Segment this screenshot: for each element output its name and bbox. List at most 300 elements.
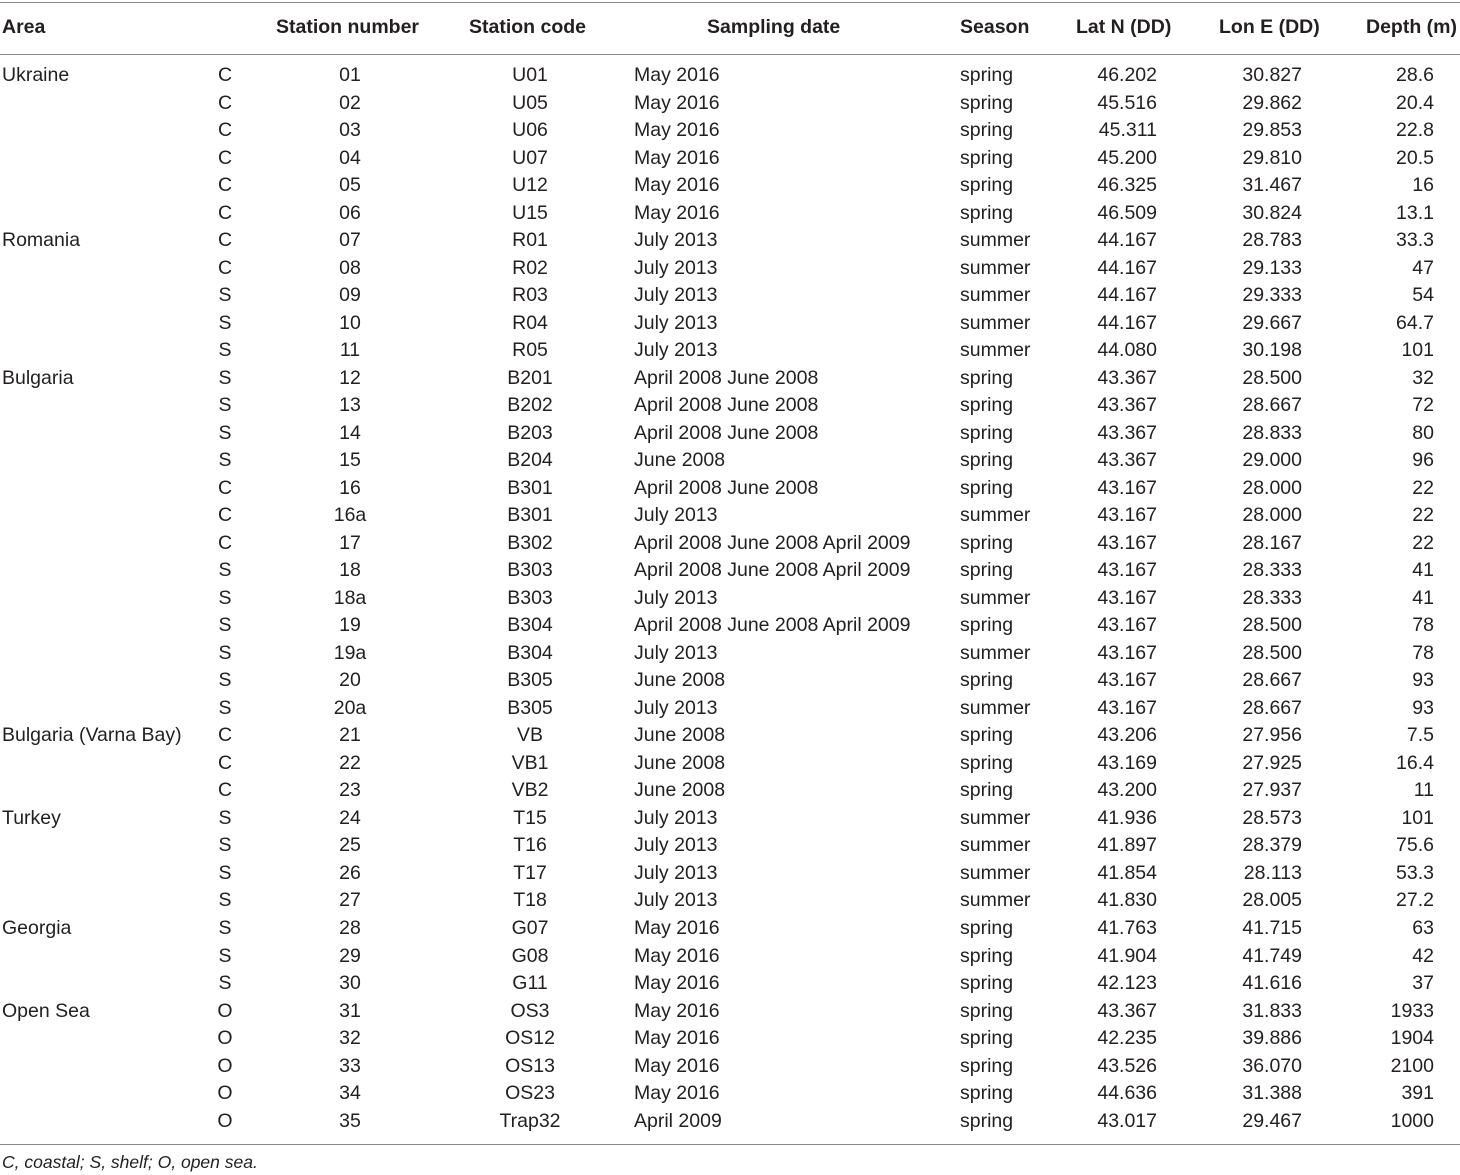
cell-type: S: [218, 366, 232, 389]
cell-sampling-date: May 2016: [634, 119, 720, 142]
table-row: [0, 915, 1460, 943]
table-row: [0, 722, 1460, 750]
cell-season: spring: [960, 724, 1014, 747]
cell-lat: 41.904: [1097, 944, 1157, 967]
header-station-code: Station code: [469, 16, 587, 38]
cell-station-number: 13: [339, 394, 361, 417]
cell-type: S: [218, 284, 232, 307]
cell-station-code: B304: [507, 614, 553, 637]
cell-station-number: 02: [339, 91, 361, 114]
cell-sampling-date: May 2016: [634, 1054, 720, 1077]
cell-depth: 63: [1412, 916, 1434, 939]
cell-lat: 43.200: [1097, 779, 1157, 802]
cell-lat: 43.367: [1097, 394, 1157, 417]
cell-lat: 44.167: [1097, 311, 1157, 334]
cell-season: spring: [960, 531, 1014, 554]
cell-season: summer: [960, 504, 1031, 527]
cell-lat: 44.167: [1097, 256, 1157, 279]
cell-lon: 41.715: [1242, 916, 1302, 939]
cell-lat: 44.636: [1097, 1082, 1157, 1105]
cell-station-code: T16: [513, 834, 547, 857]
cell-sampling-date: July 2013: [634, 256, 718, 279]
cell-lat: 43.017: [1097, 1109, 1157, 1132]
cell-type: C: [217, 476, 233, 499]
cell-depth: 47: [1412, 256, 1434, 279]
cell-area: Georgia: [2, 916, 72, 939]
cell-type: C: [217, 146, 233, 169]
cell-depth: 80: [1412, 421, 1434, 444]
cell-area: Bulgaria (Varna Bay): [2, 724, 182, 747]
cell-season: summer: [960, 229, 1031, 252]
cell-season: spring: [960, 394, 1014, 417]
cell-type: S: [218, 889, 232, 912]
cell-season: spring: [960, 119, 1014, 142]
cell-depth: 16.4: [1396, 751, 1434, 774]
cell-station-code: Trap32: [499, 1109, 561, 1132]
cell-station-code: B303: [507, 586, 553, 609]
cell-station-code: T17: [513, 861, 547, 884]
cell-depth: 93: [1412, 669, 1434, 692]
cell-sampling-date: July 2013: [634, 229, 718, 252]
cell-depth: 41: [1412, 586, 1434, 609]
cell-station-number: 31: [339, 999, 361, 1022]
cell-station-code: VB: [516, 724, 543, 747]
cell-season: summer: [960, 861, 1031, 884]
cell-season: spring: [960, 999, 1014, 1022]
cell-sampling-date: July 2013: [634, 861, 718, 884]
table-row: [0, 943, 1460, 971]
cell-season: spring: [960, 449, 1014, 472]
cell-lon: 28.000: [1242, 504, 1302, 527]
cell-sampling-date: April 2008 June 2008 April 2009: [634, 614, 911, 637]
cell-season: spring: [960, 421, 1014, 444]
cell-depth: 75.6: [1396, 834, 1434, 857]
cell-type: S: [218, 311, 232, 334]
cell-lon: 31.833: [1242, 999, 1302, 1022]
cell-lon: 29.862: [1242, 91, 1302, 114]
cell-station-number: 24: [339, 806, 361, 829]
cell-sampling-date: June 2008: [634, 751, 726, 774]
table-row: [0, 62, 1460, 90]
cell-sampling-date: April 2008 June 2008: [634, 394, 819, 417]
cell-season: spring: [960, 91, 1014, 114]
cell-type: C: [217, 751, 233, 774]
cell-sampling-date: May 2016: [634, 64, 720, 86]
table-row: [0, 805, 1460, 833]
cell-lon: 31.467: [1242, 174, 1302, 197]
cell-lon: 28.333: [1242, 559, 1302, 582]
cell-season: spring: [960, 559, 1014, 582]
cell-depth: 22: [1412, 504, 1434, 527]
table-row: [0, 200, 1460, 228]
cell-sampling-date: May 2016: [634, 201, 720, 224]
cell-sampling-date: May 2016: [634, 1082, 720, 1105]
cell-lon: 27.925: [1242, 751, 1302, 774]
cell-depth: 64.7: [1396, 311, 1434, 334]
cell-sampling-date: July 2013: [634, 504, 718, 527]
cell-depth: 20.5: [1396, 146, 1434, 169]
cell-lat: 41.936: [1097, 806, 1157, 829]
cell-sampling-date: July 2013: [634, 311, 718, 334]
cell-lon: 36.070: [1242, 1054, 1302, 1077]
cell-type: S: [218, 916, 232, 939]
cell-lat: 43.167: [1097, 669, 1157, 692]
cell-lat: 41.897: [1097, 834, 1157, 857]
table-body: [0, 62, 1460, 1135]
cell-sampling-date: July 2013: [634, 889, 718, 912]
cell-depth: 1000: [1390, 1109, 1434, 1132]
cell-station-code: B305: [507, 669, 553, 692]
cell-lon: 28.783: [1242, 229, 1302, 252]
table-row: [0, 970, 1460, 998]
cell-lat: 43.167: [1097, 641, 1157, 664]
cell-station-number: 04: [339, 146, 361, 169]
cell-station-number: 20a: [333, 696, 367, 719]
cell-lat: 43.367: [1097, 366, 1157, 389]
cell-type: C: [217, 531, 233, 554]
cell-station-code: U06: [512, 119, 548, 142]
table-row: [0, 667, 1460, 695]
cell-lon: 29.467: [1242, 1109, 1302, 1132]
cell-station-code: R02: [512, 256, 548, 279]
cell-lon: 41.749: [1242, 944, 1302, 967]
cell-station-number: 30: [339, 972, 361, 995]
cell-lat: 43.526: [1097, 1054, 1157, 1077]
cell-season: spring: [960, 669, 1014, 692]
cell-season: spring: [960, 1109, 1014, 1132]
cell-station-number: 23: [339, 779, 361, 802]
cell-lon: 28.500: [1242, 366, 1302, 389]
cell-lon: 28.000: [1242, 476, 1302, 499]
cell-station-code: U05: [512, 91, 548, 114]
cell-lat: 43.167: [1097, 504, 1157, 527]
cell-type: C: [217, 229, 233, 252]
cell-lon: 31.388: [1242, 1082, 1302, 1105]
table-row: [0, 640, 1460, 668]
cell-depth: 27.2: [1396, 889, 1434, 912]
cell-lat: 43.169: [1097, 751, 1157, 774]
table-row: [0, 1025, 1460, 1053]
cell-station-number: 06: [339, 201, 361, 224]
cell-station-code: B301: [507, 476, 553, 499]
cell-station-number: 20: [339, 669, 361, 692]
cell-type: S: [218, 834, 232, 857]
table-row: [0, 255, 1460, 283]
cell-station-number: 11: [339, 339, 361, 362]
cell-depth: 32: [1412, 366, 1434, 389]
table-row: [0, 392, 1460, 420]
cell-season: spring: [960, 1054, 1014, 1077]
cell-lon: 29.810: [1242, 146, 1302, 169]
cell-station-number: 14: [339, 421, 361, 444]
cell-season: summer: [960, 806, 1031, 829]
cell-season: spring: [960, 614, 1014, 637]
cell-type: C: [217, 119, 233, 142]
cell-station-number: 05: [339, 174, 361, 197]
cell-depth: 22: [1412, 531, 1434, 554]
cell-station-number: 26: [339, 861, 361, 884]
cell-station-number: 33: [339, 1054, 361, 1077]
cell-depth: 28.6: [1396, 64, 1434, 86]
cell-lon: 28.500: [1242, 641, 1302, 664]
cell-station-code: U12: [512, 174, 548, 197]
cell-sampling-date: July 2013: [634, 284, 718, 307]
cell-station-number: 12: [339, 366, 361, 389]
cell-station-code: U15: [512, 201, 548, 224]
cell-station-code: B304: [507, 641, 553, 664]
cell-type: S: [218, 861, 232, 884]
cell-lon: 28.833: [1242, 421, 1302, 444]
cell-sampling-date: July 2013: [634, 834, 718, 857]
cell-area: Turkey: [2, 806, 61, 829]
table-row: [0, 310, 1460, 338]
cell-lat: 43.167: [1097, 696, 1157, 719]
cell-depth: 33.3: [1396, 229, 1434, 252]
cell-depth: 78: [1412, 641, 1434, 664]
cell-station-code: B202: [507, 394, 553, 417]
cell-season: spring: [960, 944, 1014, 967]
cell-lat: 43.167: [1097, 476, 1157, 499]
header-season: Season: [960, 16, 1030, 38]
cell-season: summer: [960, 696, 1031, 719]
table-row: [0, 777, 1460, 805]
cell-lat: 43.367: [1097, 449, 1157, 472]
cell-sampling-date: April 2008 June 2008: [634, 476, 819, 499]
cell-lon: 29.853: [1242, 119, 1302, 142]
cell-station-number: 22: [339, 751, 361, 774]
cell-area: Bulgaria: [2, 366, 74, 389]
cell-sampling-date: April 2008 June 2008: [634, 366, 819, 389]
cell-depth: 37: [1412, 972, 1434, 995]
cell-station-number: 19: [339, 614, 361, 637]
cell-station-number: 32: [339, 1027, 361, 1050]
table-row: [0, 612, 1460, 640]
cell-depth: 2100: [1390, 1054, 1434, 1077]
cell-season: spring: [960, 366, 1014, 389]
cell-station-code: R03: [512, 284, 548, 307]
cell-station-code: G07: [511, 916, 549, 939]
cell-type: C: [217, 256, 233, 279]
cell-type: C: [217, 724, 233, 747]
cell-type: S: [218, 641, 232, 664]
cell-station-code: B305: [507, 696, 553, 719]
cell-station-number: 17: [339, 531, 361, 554]
cell-sampling-date: June 2008: [634, 779, 726, 802]
cell-station-code: VB2: [511, 779, 549, 802]
cell-area: Ukraine: [2, 64, 70, 86]
cell-type: S: [218, 944, 232, 967]
cell-station-number: 18a: [333, 586, 367, 609]
cell-station-code: U07: [512, 146, 548, 169]
cell-season: spring: [960, 174, 1014, 197]
cell-sampling-date: June 2008: [634, 449, 726, 472]
cell-station-code: R01: [512, 229, 548, 252]
table-row: [0, 502, 1460, 530]
cell-type: S: [218, 696, 232, 719]
cell-season: spring: [960, 201, 1014, 224]
cell-station-number: 09: [339, 284, 361, 307]
table-row: [0, 1108, 1460, 1136]
table-row: [0, 998, 1460, 1026]
cell-lon: 28.113: [1243, 861, 1302, 884]
cell-depth: 72: [1412, 394, 1434, 417]
table-row: [0, 530, 1460, 558]
cell-station-code: B204: [507, 449, 553, 472]
header-sampling-date: Sampling date: [707, 16, 841, 38]
cell-type: C: [217, 201, 233, 224]
cell-sampling-date: July 2013: [634, 806, 718, 829]
cell-lat: 43.167: [1097, 614, 1157, 637]
cell-lon: 29.667: [1242, 311, 1302, 334]
cell-season: spring: [960, 779, 1014, 802]
cell-season: spring: [960, 751, 1014, 774]
cell-depth: 13.1: [1396, 201, 1434, 224]
cell-type: O: [217, 1054, 233, 1077]
cell-lon: 41.616: [1242, 972, 1302, 995]
cell-type: S: [218, 586, 232, 609]
table-row: [0, 475, 1460, 503]
cell-sampling-date: May 2016: [634, 944, 720, 967]
table-footnote: C, coastal; S, shelf; O, open sea.: [2, 1152, 258, 1172]
cell-lon: 28.500: [1242, 614, 1302, 637]
table-row: [0, 557, 1460, 585]
cell-station-code: R05: [512, 339, 548, 362]
cell-lon: 30.824: [1242, 201, 1302, 224]
cell-station-number: 18: [339, 559, 361, 582]
cell-sampling-date: June 2008: [634, 669, 726, 692]
cell-type: C: [217, 504, 233, 527]
table-bottom-rule: [0, 1144, 1460, 1145]
cell-station-number: 01: [339, 64, 361, 86]
cell-lat: 44.080: [1097, 339, 1157, 362]
table-row: [0, 887, 1460, 915]
cell-lat: 42.123: [1097, 972, 1157, 995]
cell-sampling-date: July 2013: [634, 696, 718, 719]
cell-type: S: [218, 669, 232, 692]
cell-lat: 43.167: [1097, 531, 1157, 554]
cell-season: spring: [960, 972, 1014, 995]
cell-season: spring: [960, 916, 1014, 939]
table-header-rule: [0, 54, 1460, 55]
cell-sampling-date: May 2016: [634, 146, 720, 169]
table-row: [0, 282, 1460, 310]
cell-station-code: OS13: [505, 1054, 555, 1077]
cell-lon: 39.886: [1242, 1027, 1302, 1050]
table-row: [0, 585, 1460, 613]
cell-station-code: B301: [507, 504, 553, 527]
cell-lon: 30.198: [1242, 339, 1302, 362]
cell-depth: 78: [1412, 614, 1434, 637]
cell-station-code: B201: [507, 366, 553, 389]
cell-type: S: [218, 559, 232, 582]
cell-type: C: [217, 779, 233, 802]
cell-area: Open Sea: [2, 999, 90, 1022]
cell-season: spring: [960, 64, 1014, 86]
cell-station-number: 15: [339, 449, 361, 472]
cell-season: summer: [960, 889, 1031, 912]
cell-lon: 28.573: [1242, 806, 1302, 829]
header-depth: Depth (m): [1366, 16, 1457, 38]
cell-area: Romania: [2, 229, 81, 252]
table-row: [0, 1080, 1460, 1108]
table-row: [0, 447, 1460, 475]
cell-station-number: 03: [339, 119, 361, 142]
cell-station-number: 28: [339, 916, 361, 939]
table-row: [0, 750, 1460, 778]
cell-station-number: 21: [339, 724, 361, 747]
cell-station-code: R04: [512, 311, 548, 334]
cell-depth: 54: [1412, 284, 1434, 307]
cell-sampling-date: May 2016: [634, 916, 720, 939]
table-row: [0, 227, 1460, 255]
cell-lat: 41.763: [1097, 916, 1157, 939]
cell-lat: 41.854: [1097, 861, 1157, 884]
cell-station-code: OS12: [505, 1027, 555, 1050]
cell-lat: 45.200: [1097, 146, 1157, 169]
cell-station-code: VB1: [511, 751, 549, 774]
table-row: [0, 172, 1460, 200]
cell-lon: 28.667: [1242, 394, 1302, 417]
cell-station-code: T18: [513, 889, 547, 912]
table-row: [0, 860, 1460, 888]
cell-station-code: OS3: [510, 999, 550, 1022]
cell-sampling-date: June 2008: [634, 724, 726, 747]
cell-sampling-date: July 2013: [634, 641, 718, 664]
cell-lat: 44.167: [1097, 229, 1157, 252]
table-row: [0, 117, 1460, 145]
cell-season: spring: [960, 476, 1014, 499]
cell-lat: 43.367: [1097, 421, 1157, 444]
header-lat: Lat N (DD): [1076, 16, 1172, 38]
header-station-number: Station number: [276, 16, 420, 38]
cell-station-number: 27: [339, 889, 361, 912]
cell-type: S: [218, 339, 232, 362]
cell-season: spring: [960, 1027, 1014, 1050]
cell-depth: 96: [1412, 449, 1434, 472]
cell-lon: 29.000: [1242, 449, 1302, 472]
cell-type: S: [218, 972, 232, 995]
cell-lat: 44.167: [1097, 284, 1157, 307]
table-header-row: [0, 3, 1460, 54]
cell-lon: 30.827: [1242, 64, 1302, 86]
cell-station-code: B302: [507, 531, 553, 554]
cell-lon: 28.005: [1242, 889, 1302, 912]
cell-sampling-date: May 2016: [634, 1027, 720, 1050]
cell-lon: 27.937: [1242, 779, 1302, 802]
cell-lon: 28.167: [1242, 531, 1302, 554]
cell-station-code: B203: [507, 421, 553, 444]
cell-depth: 93: [1412, 696, 1434, 719]
cell-station-code: T15: [513, 806, 547, 829]
cell-lon: 28.667: [1242, 696, 1302, 719]
cell-lat: 42.235: [1097, 1027, 1157, 1050]
cell-season: summer: [960, 311, 1031, 334]
cell-lat: 45.311: [1098, 119, 1157, 142]
cell-sampling-date: May 2016: [634, 972, 720, 995]
cell-sampling-date: May 2016: [634, 174, 720, 197]
cell-lon: 29.333: [1242, 284, 1302, 307]
table-row: [0, 337, 1460, 365]
cell-lon: 29.133: [1242, 256, 1302, 279]
cell-station-code: B303: [507, 559, 553, 582]
cell-station-code: U01: [512, 64, 548, 86]
cell-season: summer: [960, 586, 1031, 609]
cell-type: S: [218, 806, 232, 829]
cell-depth: 101: [1401, 339, 1434, 362]
cell-station-number: 08: [339, 256, 361, 279]
cell-type: S: [218, 449, 232, 472]
cell-type: S: [218, 421, 232, 444]
